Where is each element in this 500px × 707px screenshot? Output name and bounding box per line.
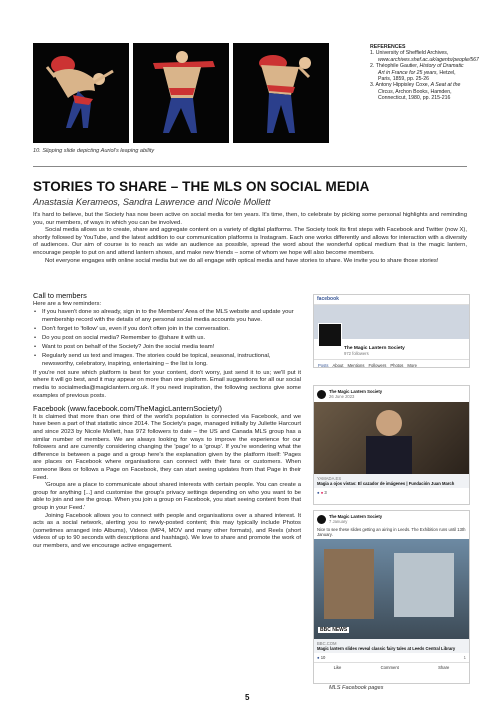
like-reaction-icon: ● — [317, 490, 320, 495]
portrait-body — [366, 436, 412, 474]
lantern-display — [394, 553, 454, 617]
article-intro — [33, 212, 467, 265]
figure-caption: 10. Slipping slide depicting Auriol's leaping ability — [33, 148, 155, 154]
link-domain: BBC.COM — [317, 641, 337, 646]
post-image[interactable] — [314, 402, 469, 474]
intro-paragraph-2: Social media allows us to create, share and aggregate content on a variety of digital platforms. The Society took its first steps with Facebook and Twitter (now X), shortly followed by YouTube, and the latest addition to our communication platforms is Instagram. Each one works differently and allows for interaction with a diversity of audiences. Our aim of course is to reach as wide an audience as possible, spread the word about the wonderful optical medium that is the magic lantern, encourage people to put on and attend lantern shows, and make new friends – some of whom we hope will also become members. — [33, 227, 467, 256]
like-reaction-icon: ● — [317, 655, 320, 660]
post-date: 26 June 2023 — [329, 394, 355, 399]
reminder-item: • Don't forget to 'follow' us, even if you don't often join in the conversation. — [42, 326, 301, 334]
share-button[interactable]: Share — [438, 665, 450, 670]
article-title: STORIES TO SHARE – THE MLS ON SOCIAL MEDIA — [33, 179, 370, 194]
facebook-page-screenshot — [313, 294, 470, 368]
profile-nav — [314, 359, 469, 371]
reminder-item: • Want to post on behalf of the Society? Join the social media team! — [42, 344, 301, 352]
post-author: The Magic Lantern Society — [329, 514, 383, 519]
post-image[interactable] — [314, 539, 469, 639]
reference-item: 2. Théophile Gautier, History of Dramatic Art in France for 25 years, Hetzel, Paris, 1859, pp. 25-26 — [370, 63, 464, 83]
link-title: Magic lantern slides reveal classic fairy tales at Leeds Central Library — [317, 646, 456, 651]
facebook-heading: Facebook (www.facebook.com/TheMagicLanternSociety/) — [33, 404, 222, 414]
profile-name: The Magic Lantern Society — [344, 346, 405, 351]
call-to-members-heading: Call to members — [33, 291, 87, 300]
reminder-item: • Do you post on social media? Remember to @share it with us. — [42, 335, 301, 343]
intro-paragraph-1: It's hard to believe, but the Society has now been active on social media for ten years. It's time, then, to celebrate by picking some personal highlights and reminding you, our members, of ways in which you can be involved. — [33, 212, 467, 226]
nav-mentions[interactable]: Mentions — [347, 363, 365, 368]
avatar — [317, 515, 326, 524]
profile-followers: 972 followers — [344, 351, 369, 356]
facebook-paragraph-1: It is claimed that more than one third of the world's population is connected via Facebook, and we have been a part of that statistic since 2014. The Society's page, managed initially by Juliette Harcourt and since 2023 by Nicole Mollett, has 972 followers to date – the US and Canada MLS group has a similar number of members. We are always looking for ways to improve the experience for our followers and are currently considering changing the 'page' to a 'group'. If you're wondering what the difference is between a page and a group here's the explanation given by the platform itself: 'Pages are places on Facebook where organisations can connect with their fans or customers. When someone likes or follows a Page on Facebook, they can start seeing updates from that Page in their Feed. — [33, 413, 301, 481]
love-reaction-icon: ● — [320, 490, 324, 495]
bbc-news-label: BBC NEWS — [320, 627, 348, 633]
profile-picture — [318, 323, 342, 347]
call-intro: Here are a few reminders: — [33, 300, 102, 307]
nav-about[interactable]: About — [332, 363, 344, 368]
reaction-count: 10 — [320, 655, 326, 660]
facebook-topbar — [314, 295, 469, 305]
nav-photos[interactable]: Photos — [390, 363, 404, 368]
link-domain: YAMADA.ES — [317, 476, 342, 481]
reference-item: 1. University of Sheffield Archives, www.archives.shef.ac.uk/agents/people/567 — [370, 50, 479, 63]
lantern-slide-3 — [233, 43, 329, 143]
references-heading: REFERENCES — [370, 44, 406, 50]
references — [370, 44, 479, 102]
facebook-paragraph-3: Joining Facebook allows you to connect with people and organisations over a shared interest. It acts as a social network, alerting you to newly-posted content; this may typically include Photos (sometimes arranged into Albums), Videos (MP4, MOV and many other formats), and Reels (short videos of up to 90 seconds with descriptions and hashtags). We love to share and promote the work of our members, and we encourage active engagement. — [33, 512, 301, 549]
article-body-column — [33, 292, 301, 551]
post-actions — [314, 662, 469, 672]
divider — [33, 166, 467, 167]
comment-button[interactable]: Comment — [380, 665, 399, 670]
lantern-slide-2 — [133, 43, 229, 143]
facebook-paragraph-2: 'Groups are a place to communicate about shared interests with certain people. You can create a group for anything [...] and customise the group's privacy settings depending on who you want to be able to join and see the group. When you join a group on Facebook, you start seeing content from that group in your Feed.' — [33, 482, 301, 511]
intro-paragraph-3: Not everyone engages with online social media but we do all engage with optical media and have stories to share. We invite you to share those stories! — [45, 257, 439, 264]
lantern-slide-1 — [33, 43, 129, 143]
reaction-bar — [314, 653, 469, 662]
like-button[interactable]: Like — [333, 665, 342, 670]
reminder-list — [33, 309, 301, 368]
post-text: Nice to see these slides getting an airing in Leeds. The Exhibition runs until 13th January. — [317, 527, 466, 537]
nav-more[interactable]: More — [407, 363, 417, 368]
post-date: 7 January — [329, 519, 348, 524]
link-preview[interactable] — [314, 474, 469, 488]
cover-photo — [314, 305, 469, 339]
after-bullets-paragraph: If you're not sure which platform is best for your content, don't worry, just send it to us; we'll put it where it will go best, and it may appear on more than one platform. Email suggestions for all our social media to socialmedia@magiclantern.org.uk. If you need inspiration, the following sections give some examples of previous posts. — [33, 369, 301, 399]
display-case — [324, 549, 374, 619]
reaction-count: 3 — [324, 490, 327, 495]
reference-item: 3. Antony Hippisley Coxe, A Seat at the Circus, Archon Books, Hamden, Connecticut, 1980, pp. 215-216 — [370, 82, 461, 102]
nav-followers[interactable]: Followers — [368, 363, 387, 368]
references-list — [370, 50, 479, 102]
facebook-caption: MLS Facebook pages — [329, 685, 384, 691]
link-preview[interactable] — [314, 639, 469, 653]
reminder-item: • Regularly send us text and images. The stories could be topical, seasonal, instructional, newsworthy, celebratory, inspiring, entertaining – the list is long. — [42, 353, 301, 368]
post-author: The Magic Lantern Society — [329, 389, 383, 394]
reaction-bar — [314, 488, 469, 497]
reminder-item: • If you haven't done so already, sign in to the Members' Area of the MLS website and update your membership record with the details of any personal social media accounts you have. — [42, 309, 301, 324]
facebook-post-2 — [313, 510, 470, 684]
facebook-logo: facebook — [317, 296, 339, 302]
nav-posts[interactable]: Posts — [318, 363, 329, 368]
comment-count: 1 — [463, 655, 466, 660]
facebook-post-1 — [313, 385, 470, 505]
portrait-face — [376, 410, 402, 436]
link-title: Magia a ojos vistas: El cazador de imágenes | Fundación Juan March — [317, 481, 455, 486]
post-header — [314, 511, 469, 527]
avatar — [317, 390, 326, 399]
article-authors: Anastasia Kerameos, Sandra Lawrence and Nicole Mollett — [33, 197, 271, 207]
post-header — [314, 386, 469, 402]
page-number: 5 — [245, 693, 250, 702]
